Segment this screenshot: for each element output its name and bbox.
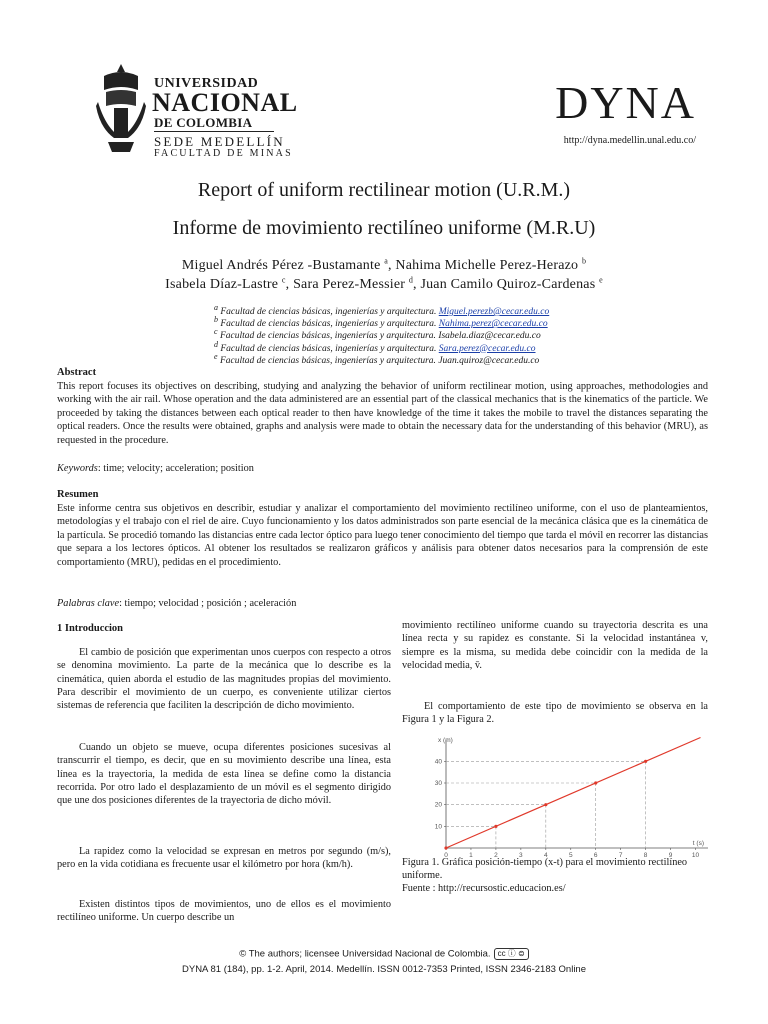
y-tick-label: 20 bbox=[434, 801, 442, 809]
affiliation-line: $^b$ Facultad de ciencias básicas, ingenierías y arquitectura. Nahima.perez@cecar.edu.co bbox=[214, 315, 548, 330]
keywords-line bbox=[57, 462, 708, 476]
author-sup: a bbox=[384, 256, 388, 266]
y-tick-label: 30 bbox=[434, 780, 442, 787]
intro-paragraph-2: Cuando un objeto se mueve, ocupa diferentes posiciones sucesivas al transcurrir el tiempo, es decir, que en su movimiento describe una línea, esta línea es la trayectoria, la medida de esta línea se define como la distancia recorrida. Por otro lado el desplazamiento de un móvil es el segmento dirigido que une dos posiciones diferentes de la trayectoria de dicho móvil. bbox=[57, 742, 391, 807]
intro-paragraph-4: Existen distintos tipos de movimientos, uno de ellos es el movimiento rectilíneo uniforme. Un cuerpo describe un bbox=[57, 899, 391, 924]
author-sup: b bbox=[581, 256, 587, 266]
x-tick-label: 6 bbox=[593, 852, 598, 859]
series-line bbox=[446, 738, 701, 849]
x-axis-label: t (s) bbox=[692, 840, 704, 847]
keywords-label: Keywords bbox=[57, 463, 98, 474]
email-link[interactable]: Sara.perez@cecar.edu.co bbox=[438, 343, 536, 354]
data-point bbox=[444, 846, 447, 849]
resumen-heading: Resumen bbox=[57, 489, 99, 500]
x-tick-label: 9 bbox=[668, 852, 673, 859]
x-tick-label: 7 bbox=[618, 852, 623, 859]
data-point bbox=[644, 760, 647, 763]
x-tick-label: 4 bbox=[543, 852, 548, 859]
cc-license-badge[interactable]: cc ⓘ ⊜ bbox=[494, 948, 529, 960]
x-tick-label: 5 bbox=[568, 852, 573, 859]
figure-caption-text: Figura 1. Gráfica posición-tiempo (x-t) para el movimiento rectilíneo uniforme. bbox=[402, 857, 688, 881]
y-tick-label: 10 bbox=[434, 823, 442, 831]
email-link[interactable]: Miguel.perezb@cecar.edu.co bbox=[438, 307, 550, 317]
footer-citation: DYNA 81 (184), pp. 1-2. April, 2014. Medellín. ISSN 0012-7353 Printed, ISSN 2346-2183 Online bbox=[182, 964, 586, 975]
email-text: Isabela.diaz@cecar.edu.co bbox=[438, 331, 541, 342]
palabras-clave-label: Palabras clave bbox=[57, 598, 120, 609]
affiliation-line: $^e$ Facultad de ciencias básicas, ingenierías y arquitectura. Juan.quiroz@cecar.edu.co bbox=[214, 351, 540, 366]
intro-right-text: movimiento rectilíneo uniforme cuando su trayectoria descrita es una línea recta y su rapidez es constante. Si la velocidad instantánea v, siempre es la misma, su medida debe coincidir con la medida de la velocidad media, bbox=[402, 620, 708, 671]
author-name: Juan Camilo Quiroz-Cardenas bbox=[420, 277, 596, 292]
author-sup: c bbox=[281, 275, 286, 285]
university-campus: SEDE MEDELLÍN bbox=[154, 134, 285, 149]
data-point bbox=[594, 781, 597, 784]
abstract-section bbox=[57, 366, 708, 448]
university-name-line1: UNIVERSIDAD bbox=[154, 76, 259, 91]
title-spanish: Informe de movimiento rectilíneo uniforme (M.R.U) bbox=[172, 217, 596, 239]
author-sup: e bbox=[599, 275, 603, 285]
university-faculty: FACULTAD DE MINAS bbox=[154, 148, 293, 159]
y-axis-label: x (m) bbox=[438, 737, 453, 744]
position-time-chart bbox=[416, 736, 714, 860]
data-point bbox=[544, 803, 547, 806]
footer-copyright: © The authors; licensee Universidad Nacional de Colombia. bbox=[239, 948, 491, 960]
author-name: Isabela Díaz-Lastre bbox=[165, 277, 279, 292]
figure-source: Fuente : http://recursostic.educacion.es/ bbox=[402, 883, 566, 894]
palabras-clave-text: : tiempo; velocidad ; posición ; aceleración bbox=[119, 598, 297, 609]
y-tick-label: 40 bbox=[434, 758, 442, 766]
email-text: Juan.quiroz@cecar.edu.co bbox=[438, 355, 540, 366]
university-name-line2: NACIONAL bbox=[152, 88, 298, 117]
keywords-text: : time; velocity; acceleration; position bbox=[97, 463, 254, 474]
resumen-body: Este informe centra sus objetivos en describir, estudiar y analizar el comportamiento del movimiento rectilíneo uniforme, con el uso de planteamientos, metodologías y el trabajo con el riel de aire. Cuyo funcionamiento y los datos administrados son parte esencial de la mecánica clásica que es la cinemática de la partícula. Se procedió tomando las distancias entre cada lector óptico para luego tener conocimiento del tiempo que tarda el móvil en recorrer las distancias que separa a los lectores ópticos. Al obtener los resultados se realizaron gráficos y análisis para obtener datos necesarios para la comprensión de este comportamiento (MRU), pedidas en el procedimiento. bbox=[57, 502, 708, 568]
footer-license bbox=[0, 948, 768, 961]
x-tick-label: 0 bbox=[444, 852, 448, 859]
author-name: Sara Perez-Messier bbox=[293, 277, 406, 292]
palabras-clave-line bbox=[57, 597, 708, 611]
journal-url[interactable]: http://dyna.medellin.unal.edu.co/ bbox=[563, 135, 696, 146]
x-tick-label: 3 bbox=[519, 852, 523, 859]
email-link[interactable]: Nahima.perez@cecar.edu.co bbox=[438, 319, 548, 330]
abstract-body: This report focuses its objectives on describing, studying and analyzing the behavior of uniform rectilinear motion, using approaches, methodologies and working with the air rail. Whose operation and the data administered are an essential part of the classical mechanics that is the kinematics of the particle. We proceeded by taking the distances between each optical reader to then have knowledge of the time it takes the mobile to travel the distances separating the optical readers. Once the results were obtained, graphs and analysis were made to obtain the necessary data for the understanding of this behavior (MRU), as requested in the procedure. bbox=[57, 380, 708, 446]
intro-right-paragraph-1 bbox=[402, 619, 708, 672]
university-crest-logo bbox=[94, 62, 148, 154]
data-point bbox=[494, 825, 497, 828]
affiliation-line: $^d$ Facultad de ciencias básicas, ingenierías y arquitectura. Sara.perez@cecar.edu.co bbox=[214, 339, 536, 354]
x-tick-label: 10 bbox=[691, 852, 700, 859]
author-name: Miguel Andrés Pérez -Bustamante bbox=[181, 258, 381, 273]
section-heading-introduction: 1 Introduccion bbox=[57, 623, 124, 634]
resumen-section bbox=[57, 488, 708, 570]
university-name-line3: DE COLOMBIA bbox=[154, 115, 253, 130]
author-sup: d bbox=[408, 275, 414, 285]
abstract-heading: Abstract bbox=[57, 367, 97, 378]
figure-caption bbox=[402, 856, 708, 895]
university-rule bbox=[154, 131, 274, 132]
intro-paragraph-3: La rapidez como la velocidad se expresan en metros por segundo (m/s), pero en la vida cotidiana es frecuente usar el kilómetro por hora (km/h). bbox=[57, 846, 391, 871]
journal-name: DYNA bbox=[555, 77, 696, 128]
mean-velocity-symbol: v̄. bbox=[474, 659, 482, 671]
affiliation-line: $^a$ Facultad de ciencias básicas, ingenierías y arquitectura. Miguel.perezb@cecar.edu.co bbox=[214, 302, 550, 317]
intro-right-paragraph-2: El comportamiento de este tipo de movimiento se observa en la Figura 1 y la Figura 2. bbox=[402, 701, 708, 726]
intro-paragraph-1: El cambio de posición que experimentan unos cuerpos con respecto a otros se denomina movimiento. La parte de la mecánica que lo describe es la cinemática, quien aborda el estudio de las magnitudes propias del movimiento. Para describir el movimiento de un cuerpo, es conveniente utilizar ciertos sistemas de referencia que faciliten la descripción de dicho movimiento. bbox=[57, 647, 391, 712]
author-name: Nahima Michelle Perez-Herazo bbox=[395, 258, 579, 273]
title-english: Report of uniform rectilinear motion (U.R.M.) bbox=[197, 179, 571, 201]
affiliations bbox=[214, 302, 550, 367]
x-tick-label: 1 bbox=[469, 852, 473, 859]
author-list: Miguel Andrés Pérez -Bustamante $^a$, Nahima Michelle Perez-Herazo $^b$ Isabela Díaz-Lastre $^c$, Sara Perez-Messier $^d$, Juan Camilo Quiroz-Cardenas $^e$ bbox=[165, 256, 603, 292]
x-tick-label: 2 bbox=[494, 852, 498, 859]
x-tick-label: 8 bbox=[643, 852, 648, 859]
affiliation-line: $^c$ Facultad de ciencias básicas, ingenierías y arquitectura. Isabela.diaz@cecar.edu.co bbox=[214, 327, 541, 342]
